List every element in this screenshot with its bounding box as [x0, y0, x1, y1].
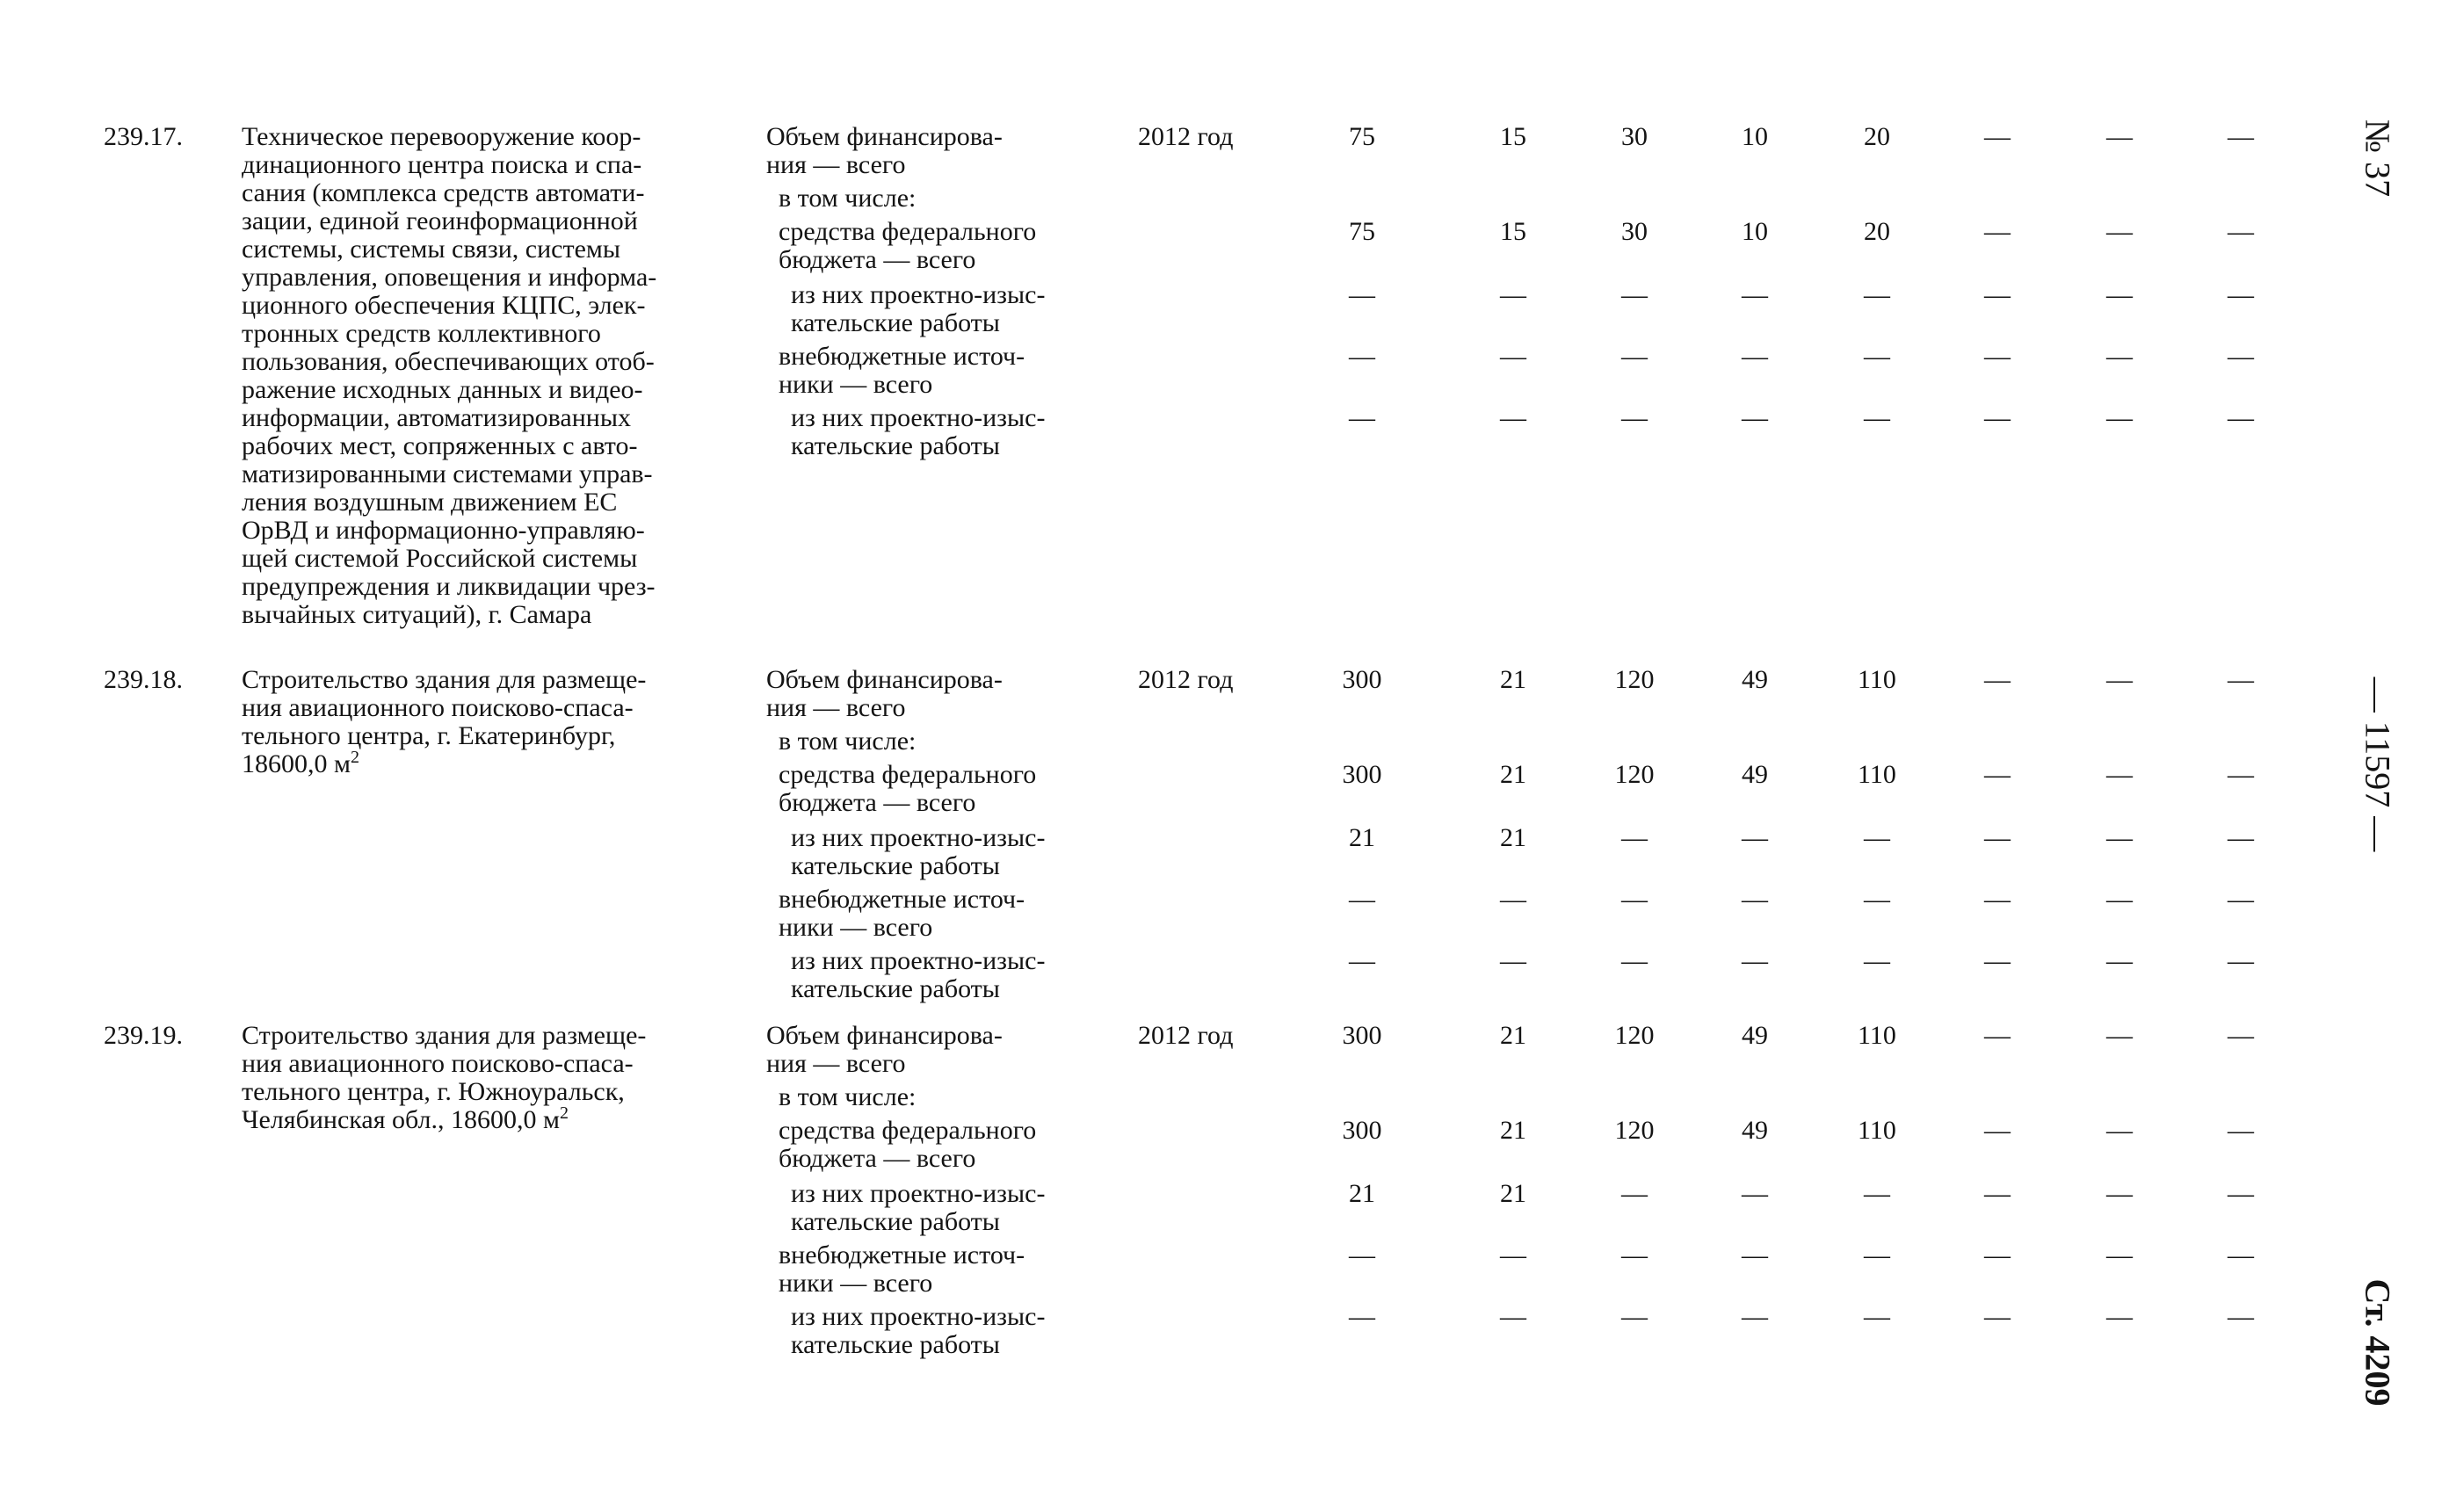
value-cell: —: [2228, 1179, 2254, 1208]
label-line: внебюджетные источ-: [779, 1241, 1025, 1270]
value-cell: —: [2106, 885, 2133, 914]
value-cell: —: [2228, 1021, 2254, 1050]
entry-year: 2012 год: [1138, 122, 1234, 151]
value-cell: 75: [1349, 217, 1375, 246]
label-line: ния — всего: [766, 693, 906, 722]
value-cell: 110: [1858, 665, 1896, 694]
value-cell: —: [1984, 1302, 2011, 1331]
label-line: Объем финансирова-: [766, 665, 1003, 694]
description-line: щей системой Российской системы: [242, 544, 638, 573]
value-cell: —: [2106, 665, 2133, 694]
value-cell: 21: [1349, 1179, 1375, 1208]
value-cell: —: [1984, 280, 2011, 309]
value-cell: 21: [1349, 823, 1375, 852]
description-line: системы, системы связи, системы: [242, 235, 621, 264]
value-cell: —: [2228, 665, 2254, 694]
value-cell: —: [1984, 665, 2011, 694]
label-line: ники — всего: [779, 370, 933, 399]
financing-row-label: [779, 1241, 1127, 1298]
value-cell: —: [2228, 760, 2254, 789]
description-line: Челябинская обл., 18600,0 $м^2$: [242, 1103, 569, 1134]
financing-row-label: [779, 218, 1127, 274]
value-cell: 10: [1742, 122, 1768, 151]
value-cell: —: [1500, 946, 1526, 975]
financing-row-label: [791, 1303, 1127, 1359]
value-cell: 10: [1742, 217, 1768, 246]
value-cell: —: [2106, 1179, 2133, 1208]
value-cell: —: [1742, 946, 1768, 975]
value-cell: —: [2228, 823, 2254, 852]
financing-row-label: [779, 1117, 1127, 1173]
label-line: кательские работы: [791, 851, 1000, 880]
value-cell: —: [1742, 823, 1768, 852]
value-cell: —: [1500, 280, 1526, 309]
value-cell: —: [1621, 280, 1648, 309]
label-line: внебюджетные источ-: [779, 342, 1025, 371]
value-cell: 300: [1342, 1021, 1382, 1050]
value-cell: 49: [1742, 665, 1768, 694]
value-cell: 75: [1349, 122, 1375, 151]
description-line: 18600,0 $м^2$: [242, 748, 359, 778]
value-cell: —: [2106, 280, 2133, 309]
value-cell: 30: [1621, 122, 1648, 151]
description-line: матизированными системами управ-: [242, 459, 653, 488]
value-cell: —: [1984, 823, 2011, 852]
description-line: ния авиационного поисково-спаса-: [242, 693, 634, 722]
value-cell: —: [1621, 1302, 1648, 1331]
description-line: Техническое перевооружение коор-: [242, 122, 641, 151]
value-cell: —: [1984, 342, 2011, 371]
financing-row-label: [791, 404, 1127, 460]
value-cell: —: [2106, 403, 2133, 432]
value-cell: —: [1984, 885, 2011, 914]
value-cell: —: [2228, 1116, 2254, 1145]
description-line: пользования, обеспечивающих отоб-: [242, 347, 655, 376]
value-cell: —: [2106, 342, 2133, 371]
label-line: внебюджетные источ-: [779, 885, 1025, 914]
financing-row-label: [779, 184, 1127, 213]
description-line: управления, оповещения и информа-: [242, 263, 657, 292]
financing-row-label: [766, 666, 1127, 722]
financing-row-label: [766, 123, 1127, 179]
value-cell: —: [2106, 760, 2133, 789]
description-line: динационного центра поиска и спа-: [242, 150, 642, 179]
financing-row-label: [779, 1083, 1127, 1111]
value-cell: —: [1742, 403, 1768, 432]
label-line: ния — всего: [766, 150, 906, 179]
label-line: кательские работы: [791, 1330, 1000, 1359]
value-cell: —: [2228, 217, 2254, 246]
superscript: 2: [350, 748, 359, 767]
value-cell: —: [1349, 342, 1375, 371]
label-line: из них проектно-изыс-: [791, 403, 1046, 432]
value-cell: 120: [1614, 1116, 1655, 1145]
value-cell: 49: [1742, 1021, 1768, 1050]
financing-row-label: [791, 1180, 1127, 1236]
value-cell: —: [1984, 1241, 2011, 1270]
value-cell: —: [1864, 885, 1890, 914]
value-cell: —: [1349, 280, 1375, 309]
value-cell: —: [2106, 1302, 2133, 1331]
value-cell: —: [2106, 1116, 2133, 1145]
value-cell: —: [2228, 342, 2254, 371]
label-line: ники — всего: [779, 1269, 933, 1298]
value-cell: —: [1500, 1241, 1526, 1270]
label-line: в том числе:: [779, 1082, 917, 1111]
value-cell: —: [1349, 885, 1375, 914]
value-cell: 110: [1858, 1116, 1896, 1145]
value-cell: —: [1984, 403, 2011, 432]
value-cell: —: [1500, 403, 1526, 432]
value-cell: 21: [1500, 823, 1526, 852]
label-line: средства федерального: [779, 760, 1037, 789]
value-cell: —: [1742, 1241, 1768, 1270]
label-line: Объем финансирова-: [766, 122, 1003, 151]
description-line: ражение исходных данных и видео-: [242, 375, 643, 404]
value-cell: 21: [1500, 1116, 1526, 1145]
value-cell: —: [2228, 403, 2254, 432]
value-cell: 21: [1500, 1021, 1526, 1050]
value-cell: —: [2106, 946, 2133, 975]
superscript: 2: [559, 1103, 569, 1123]
description-line: ционного обеспечения КЦПС, элек-: [242, 291, 646, 320]
value-cell: —: [1621, 1179, 1648, 1208]
description-line: информации, автоматизированных: [242, 403, 631, 432]
value-cell: —: [2228, 885, 2254, 914]
label-line: из них проектно-изыс-: [791, 1179, 1046, 1208]
value-cell: —: [1864, 1179, 1890, 1208]
label-line: в том числе:: [779, 727, 917, 756]
label-line: из них проектно-изыс-: [791, 946, 1046, 975]
value-cell: —: [2106, 1021, 2133, 1050]
financing-row-label: [791, 281, 1127, 337]
label-line: ния — всего: [766, 1049, 906, 1078]
value-cell: —: [2106, 122, 2133, 151]
issue-number: № 37: [2358, 119, 2398, 198]
financing-row-label: [766, 1022, 1127, 1078]
value-cell: —: [1621, 885, 1648, 914]
label-line: из них проектно-изыс-: [791, 280, 1046, 309]
label-line: кательские работы: [791, 308, 1000, 337]
value-cell: —: [1984, 1116, 2011, 1145]
value-cell: —: [1984, 1179, 2011, 1208]
value-cell: 21: [1500, 760, 1526, 789]
article-number: Ст. 4209: [2358, 1278, 2398, 1407]
label-line: из них проектно-изыс-: [791, 1302, 1046, 1331]
value-cell: —: [1864, 403, 1890, 432]
value-cell: —: [2228, 946, 2254, 975]
value-cell: —: [1864, 1241, 1890, 1270]
value-cell: —: [2228, 280, 2254, 309]
value-cell: —: [1984, 122, 2011, 151]
value-cell: —: [1621, 946, 1648, 975]
description-line: предупреждения и ликвидации чрез-: [242, 572, 656, 601]
value-cell: 15: [1500, 122, 1526, 151]
description-line: Строительство здания для размеще-: [242, 665, 647, 694]
label-line: бюджета — всего: [779, 788, 976, 817]
description-line: тронных средств коллективного: [242, 319, 601, 348]
value-cell: —: [1621, 1241, 1648, 1270]
entry-number: 239.18.: [104, 665, 183, 694]
value-cell: 120: [1614, 1021, 1655, 1050]
value-cell: —: [1500, 342, 1526, 371]
label-line: Объем финансирова-: [766, 1021, 1003, 1050]
value-cell: —: [1621, 823, 1648, 852]
value-cell: 30: [1621, 217, 1648, 246]
value-cell: 21: [1500, 665, 1526, 694]
value-cell: 300: [1342, 665, 1382, 694]
value-cell: 300: [1342, 760, 1382, 789]
entry-year: 2012 год: [1138, 1021, 1234, 1050]
value-cell: 20: [1864, 217, 1890, 246]
value-cell: 120: [1614, 665, 1655, 694]
value-cell: —: [1864, 1302, 1890, 1331]
value-cell: 21: [1500, 1179, 1526, 1208]
value-cell: —: [1500, 885, 1526, 914]
financing-row-label: [791, 947, 1127, 1003]
entry-description: [242, 1022, 734, 1134]
value-cell: —: [1984, 946, 2011, 975]
financing-row-label: [791, 824, 1127, 880]
value-cell: —: [1742, 280, 1768, 309]
value-cell: —: [2228, 1241, 2254, 1270]
description-line: ния авиационного поисково-спаса-: [242, 1049, 634, 1078]
value-cell: —: [1621, 342, 1648, 371]
label-line: из них проектно-изыс-: [791, 823, 1046, 852]
value-cell: 49: [1742, 1116, 1768, 1145]
value-cell: —: [1349, 1241, 1375, 1270]
label-line: кательские работы: [791, 1207, 1000, 1236]
value-cell: —: [1621, 403, 1648, 432]
value-cell: —: [2228, 1302, 2254, 1331]
description-line: сания (комплекса средств автомати-: [242, 178, 645, 207]
value-cell: —: [1984, 760, 2011, 789]
value-cell: —: [1864, 280, 1890, 309]
entry-number: 239.17.: [104, 122, 183, 151]
description-line: Строительство здания для размеще-: [242, 1021, 647, 1050]
description-line: рабочих мест, сопряженных с авто-: [242, 431, 638, 460]
value-cell: —: [1349, 946, 1375, 975]
description-line: ОрВД и информационно-управляю-: [242, 516, 645, 545]
label-line: в том числе:: [779, 184, 917, 213]
description-line: вычайных ситуаций), г. Самара: [242, 600, 592, 629]
label-line: бюджета — всего: [779, 245, 976, 274]
value-cell: 110: [1858, 760, 1896, 789]
value-cell: 300: [1342, 1116, 1382, 1145]
entry-description: [242, 666, 734, 778]
description-line: ления воздушным движением ЕС: [242, 488, 618, 517]
entry-year: 2012 год: [1138, 665, 1234, 694]
value-cell: —: [1984, 217, 2011, 246]
value-cell: —: [2228, 122, 2254, 151]
value-cell: —: [1864, 946, 1890, 975]
financing-row-label: [779, 343, 1127, 399]
value-cell: 120: [1614, 760, 1655, 789]
label-line: кательские работы: [791, 431, 1000, 460]
value-cell: —: [1742, 885, 1768, 914]
financing-row-label: [779, 886, 1127, 942]
value-cell: —: [1349, 1302, 1375, 1331]
value-cell: —: [1742, 1302, 1768, 1331]
label-line: ники — всего: [779, 913, 933, 942]
value-cell: 15: [1500, 217, 1526, 246]
value-cell: —: [1349, 403, 1375, 432]
value-cell: —: [1500, 1302, 1526, 1331]
description-line: тельного центра, г. Екатеринбург,: [242, 721, 616, 750]
label-line: бюджета — всего: [779, 1144, 976, 1173]
label-line: средства федерального: [779, 217, 1037, 246]
value-cell: —: [2106, 217, 2133, 246]
description-line: зации, единой геоинформационной: [242, 206, 638, 235]
value-cell: —: [1742, 342, 1768, 371]
value-cell: 110: [1858, 1021, 1896, 1050]
page-range: — 11597 —: [2358, 676, 2398, 852]
value-cell: —: [2106, 1241, 2133, 1270]
financing-row-label: [779, 727, 1127, 756]
value-cell: 49: [1742, 760, 1768, 789]
description-line: тельного центра, г. Южноуральск,: [242, 1077, 625, 1106]
entry-description: [242, 123, 734, 629]
value-cell: 20: [1864, 122, 1890, 151]
label-line: средства федерального: [779, 1116, 1037, 1145]
value-cell: —: [1984, 1021, 2011, 1050]
entry-number: 239.19.: [104, 1021, 183, 1050]
financing-row-label: [779, 761, 1127, 817]
value-cell: —: [1742, 1179, 1768, 1208]
value-cell: —: [1864, 342, 1890, 371]
value-cell: —: [2106, 823, 2133, 852]
label-line: кательские работы: [791, 974, 1000, 1003]
value-cell: —: [1864, 823, 1890, 852]
